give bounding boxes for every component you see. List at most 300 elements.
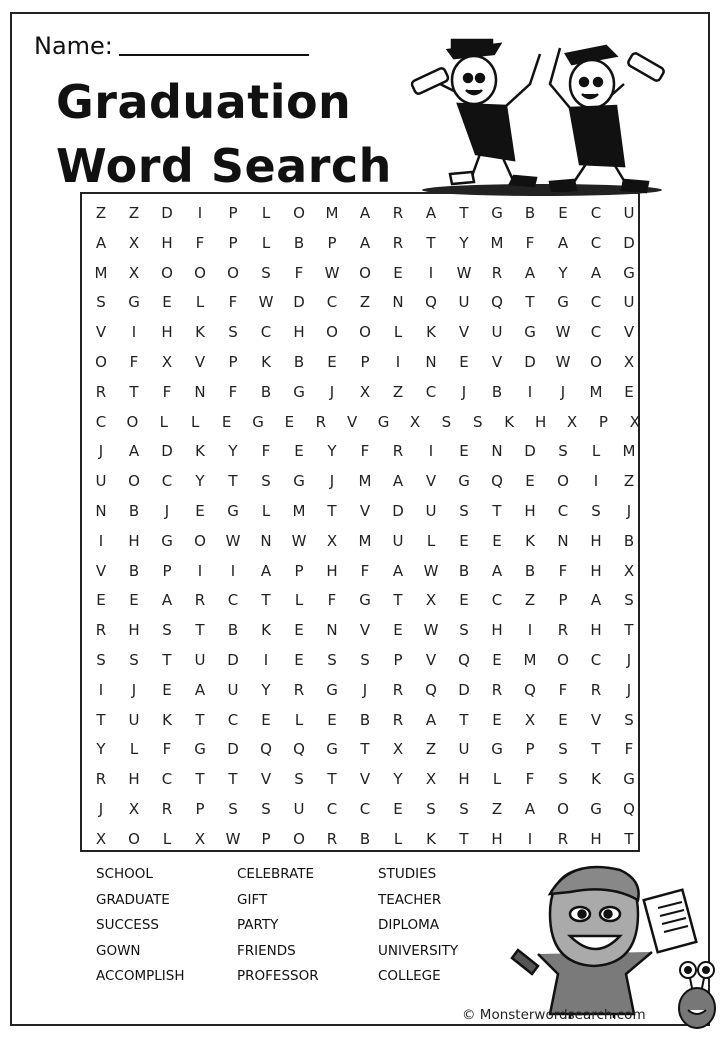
grid-letter: A (260, 561, 272, 580)
graduates-illustration (410, 24, 670, 200)
grid-letter: V (458, 323, 470, 342)
word-list-item: SUCCESS (96, 917, 159, 934)
grid-letter: X (425, 591, 437, 610)
grid-letter: Y (393, 770, 403, 789)
grid-letter: L (294, 591, 304, 610)
grid-letter: T (195, 621, 205, 640)
grid-row (82, 436, 638, 466)
grid-letter: T (459, 710, 469, 729)
word-list-item: DIPLOMA (378, 917, 440, 934)
grid-letter: B (491, 382, 503, 401)
grid-letter: U (95, 472, 107, 491)
grid-letter: T (195, 770, 205, 789)
grid-letter: H (590, 561, 602, 580)
grid-letter: H (293, 323, 305, 342)
grid-letter: Y (228, 442, 238, 461)
grid-letter: Q (293, 740, 305, 759)
grid-letter: O (557, 800, 569, 818)
grid-letter: P (360, 353, 370, 371)
grid-row (82, 496, 638, 526)
grid-letter: K (426, 829, 436, 848)
grid-letter: P (558, 591, 568, 610)
grid-letter: C (359, 800, 371, 818)
grid-letter: Y (327, 442, 337, 461)
word-list-item: ACCOMPLISH (96, 968, 185, 985)
grid-letter: S (591, 502, 601, 520)
grid-letter: U (392, 531, 404, 550)
grid-letter: X (128, 263, 140, 282)
grid-letter: F (558, 680, 568, 699)
grid-letter: W (423, 561, 439, 580)
grid-letter: E (393, 263, 403, 282)
grid-letter: E (284, 412, 295, 431)
grid-letter: P (294, 561, 304, 580)
grid-letter: P (525, 740, 535, 759)
grid-letter: L (492, 770, 502, 789)
grid-letter: H (161, 233, 173, 252)
grid-letter: P (598, 412, 608, 431)
word-list-item: FRIENDS (237, 942, 296, 959)
grid-letter: U (458, 740, 470, 759)
grid-letter: G (128, 293, 140, 312)
grid-letter: W (225, 531, 241, 550)
grid-letter: T (459, 204, 469, 222)
grid-letter: K (162, 710, 172, 729)
grid-letter: U (128, 710, 140, 729)
word-list-item: PARTY (237, 917, 279, 934)
worksheet-page (10, 12, 710, 1026)
grid-letter: J (626, 680, 632, 699)
grid-letter: Q (458, 651, 470, 669)
grid-letter: R (392, 680, 404, 699)
grid-letter: N (194, 382, 206, 401)
grid-letter: A (425, 710, 437, 729)
grid-letter: R (161, 800, 173, 818)
grid-letter: O (194, 263, 206, 282)
grid-letter: N (392, 293, 404, 312)
grid-letter: C (491, 591, 503, 610)
grid-letter: M (358, 472, 372, 491)
grid-letter: I (593, 472, 599, 491)
grid-letter: S (624, 710, 634, 729)
grid-letter: A (392, 472, 404, 491)
grid-letter: B (128, 561, 140, 580)
grid-letter: E (261, 710, 271, 729)
grid-letter: E (459, 531, 469, 550)
grid-letter: R (491, 263, 503, 282)
grid-letter: P (261, 829, 271, 848)
grid-letter: B (293, 233, 305, 252)
grid-letter: A (359, 233, 371, 252)
grid-letter: R (392, 204, 404, 222)
grid-letter: X (392, 740, 404, 759)
grid-letter: F (228, 293, 238, 312)
grid-letter: H (524, 502, 536, 520)
grid-letter: S (558, 442, 568, 461)
grid-letter: B (359, 710, 371, 729)
grid-letter: Z (425, 740, 437, 759)
grid-letter: J (560, 382, 566, 401)
grid-letter: L (159, 412, 168, 431)
grid-letter: O (128, 472, 140, 491)
name-label: Name: (34, 32, 113, 60)
grid-letter: C (227, 710, 239, 729)
grid-letter: D (227, 651, 239, 669)
grid-letter: C (326, 293, 338, 312)
grid-letter: G (161, 531, 173, 550)
grid-letter: E (195, 502, 205, 520)
grid-letter: R (557, 829, 569, 848)
grid-letter: A (590, 263, 602, 282)
grid-letter: L (261, 233, 271, 252)
grid-letter: H (128, 770, 140, 789)
grid-letter: A (557, 233, 569, 252)
grid-letter: S (228, 800, 238, 818)
grid-letter: S (558, 740, 568, 759)
grid-letter: C (161, 770, 173, 789)
grid-letter: G (252, 412, 264, 431)
grid-letter: S (261, 263, 271, 282)
grid-letter: W (225, 829, 241, 848)
grid-letter: J (98, 800, 104, 818)
grid-letter: S (441, 412, 452, 431)
grid-letter: O (359, 323, 371, 342)
grid-letter: V (425, 472, 437, 491)
grid-letter: X (128, 800, 140, 818)
grid-letter: I (131, 323, 137, 342)
grid-letter: E (96, 591, 106, 610)
grid-letter: C (425, 382, 437, 401)
grid-letter: E (393, 800, 403, 818)
grid-letter: E (525, 472, 535, 491)
grid-letter: S (459, 502, 469, 520)
grid-letter: Q (623, 800, 635, 818)
grid-letter: O (161, 263, 173, 282)
grid-letter: X (359, 382, 371, 401)
grid-letter: J (626, 502, 632, 520)
grid-letter: O (95, 353, 107, 371)
grid-letter: U (425, 502, 437, 520)
grid-letter: G (491, 204, 503, 222)
grid-letter: G (293, 382, 305, 401)
grid-letter: V (260, 770, 272, 789)
grid-letter: A (524, 263, 536, 282)
grid-letter: C (590, 233, 602, 252)
grid-row (82, 824, 638, 854)
grid-letter: B (260, 382, 272, 401)
grid-letter: J (329, 382, 335, 401)
grid-letter: V (359, 502, 371, 520)
grid-letter: B (128, 502, 140, 520)
grid-letter: I (263, 651, 269, 669)
grid-letter: V (95, 561, 107, 580)
grid-letter: S (473, 412, 483, 431)
word-list-item: GOWN (96, 942, 141, 959)
grid-letter: O (557, 651, 569, 669)
grid-letter: O (293, 829, 305, 848)
grid-letter: C (557, 502, 569, 520)
grid-letter: E (459, 353, 469, 371)
grid-row (82, 734, 638, 764)
grid-letter: J (329, 472, 335, 491)
grid-row (82, 615, 638, 645)
grid-letter: G (623, 770, 635, 789)
grid-letter: S (261, 800, 271, 818)
grid-letter: T (360, 740, 370, 759)
grid-letter: E (221, 412, 232, 431)
grid-letter: O (194, 531, 206, 550)
grid-letter: X (409, 412, 421, 431)
grid-letter: R (326, 829, 338, 848)
grid-letter: O (293, 204, 305, 222)
grid-letter: Q (425, 293, 437, 312)
grid-letter: C (326, 800, 338, 818)
grid-letter: D (524, 353, 536, 371)
grid-letter: S (426, 800, 436, 818)
grid-row (82, 287, 638, 317)
grid-row (82, 705, 638, 735)
grid-letter: V (95, 323, 107, 342)
grid-letter: L (162, 829, 172, 848)
grid-letter: G (623, 263, 635, 282)
grid-letter: D (161, 204, 173, 222)
grid-letter: T (129, 382, 139, 401)
word-list-item: UNIVERSITY (378, 942, 459, 959)
grid-letter: E (162, 680, 172, 699)
grid-letter: I (197, 204, 203, 222)
grid-letter: K (504, 412, 515, 431)
grid-letter: H (326, 561, 338, 580)
grid-letter: R (194, 591, 206, 610)
grid-letter: A (392, 561, 404, 580)
grid-letter: T (327, 770, 337, 789)
grid-letter: G (458, 472, 470, 491)
grid-letter: M (622, 442, 636, 461)
grid-letter: F (228, 382, 238, 401)
grid-letter: W (324, 263, 340, 282)
grid-letter: S (624, 591, 634, 610)
grid-letter: H (128, 531, 140, 550)
grid-letter: V (425, 651, 437, 669)
grid-letter: F (294, 263, 304, 282)
grid-letter: T (195, 710, 205, 729)
grid-letter: K (195, 323, 205, 342)
grid-row (82, 794, 638, 824)
grid-letter: E (129, 591, 139, 610)
grid-letter: G (227, 502, 239, 520)
grid-row (82, 377, 638, 407)
grid-letter: T (393, 591, 403, 610)
grid-letter: G (524, 323, 536, 342)
word-list-item: STUDIES (378, 866, 437, 882)
grid-letter: V (590, 710, 602, 729)
grid-letter: U (194, 651, 206, 669)
grid-letter: J (98, 442, 104, 461)
grid-letter: X (629, 412, 640, 431)
grid-letter: P (393, 651, 403, 669)
grid-letter: G (491, 740, 503, 759)
word-list-item: CELEBRATE (237, 866, 315, 882)
grid-letter: X (95, 829, 107, 848)
grid-letter: C (260, 323, 272, 342)
grid-letter: F (525, 233, 535, 252)
grid-letter: E (162, 293, 172, 312)
grid-letter: U (623, 204, 635, 222)
grid-letter: A (161, 591, 173, 610)
grid-letter: N (260, 531, 272, 550)
grid-letter: K (261, 621, 271, 640)
grid-letter: G (590, 800, 602, 818)
grid-letter: F (525, 770, 535, 789)
word-list-item: SCHOOL (96, 866, 153, 882)
grid-letter: S (96, 651, 106, 669)
grid-letter: B (524, 561, 536, 580)
grid-letter: D (623, 233, 635, 252)
grid-letter: C (95, 412, 107, 431)
grid-letter: Q (524, 680, 536, 699)
grid-row (82, 466, 638, 496)
grid-letter: W (291, 531, 307, 550)
grid-letter: E (327, 710, 337, 729)
grid-letter: I (527, 382, 533, 401)
grid-letter: Y (195, 472, 205, 491)
grid-letter: N (95, 502, 107, 520)
grid-letter: M (94, 263, 108, 282)
word-list-item: TEACHER (378, 891, 442, 908)
grid-letter: M (358, 531, 372, 550)
grid-letter: V (347, 412, 358, 431)
grid-letter: I (98, 531, 104, 550)
grid-letter: Z (392, 382, 404, 401)
grid-letter: R (95, 621, 107, 640)
grid-letter: R (590, 680, 602, 699)
grid-letter: E (393, 621, 403, 640)
grid-letter: F (195, 233, 205, 252)
grid-letter: C (590, 323, 602, 342)
grid-letter: C (161, 472, 173, 491)
title-line-2: Word Search (56, 139, 392, 193)
grid-letter: I (428, 263, 434, 282)
grid-letter: H (534, 412, 547, 431)
grid-letter: X (161, 353, 173, 371)
grid-letter: R (557, 621, 569, 640)
grid-letter: G (293, 472, 305, 491)
grid-letter: E (492, 710, 502, 729)
grid-letter: I (527, 829, 533, 848)
grid-letter: E (492, 651, 502, 669)
grid-row (82, 526, 638, 556)
grid-letter: P (228, 233, 238, 252)
grid-letter: F (162, 740, 172, 759)
grid-letter: S (459, 800, 469, 818)
grid-letter: F (162, 382, 172, 401)
grid-letter: B (293, 353, 305, 371)
title-line-1: Graduation (56, 75, 352, 129)
grid-letter: I (197, 561, 203, 580)
grid-letter: Y (96, 740, 106, 759)
grid-letter: M (523, 651, 537, 669)
page-title (56, 70, 392, 198)
grid-letter: S (261, 472, 271, 491)
grid-letter: I (527, 621, 533, 640)
grid-letter: S (96, 293, 106, 312)
grid-letter: X (326, 531, 338, 550)
grid-letter: T (492, 502, 502, 520)
grid-letter: G (377, 412, 390, 431)
name-line (119, 34, 309, 56)
letter-grid (80, 192, 640, 852)
grid-letter: L (191, 412, 200, 431)
grid-letter: G (326, 680, 338, 699)
grid-letter: E (624, 382, 634, 401)
grid-letter: Q (491, 472, 503, 491)
grid-letter: D (392, 502, 404, 520)
grid-letter: P (195, 800, 205, 818)
grid-letter: H (128, 621, 140, 640)
grid-letter: X (425, 770, 437, 789)
word-list-item: GIFT (237, 891, 268, 908)
grid-letter: O (590, 353, 602, 371)
grid-letter: U (458, 293, 470, 312)
grid-row (82, 258, 638, 288)
grid-letter: H (491, 829, 503, 848)
grid-letter: O (326, 323, 338, 342)
grid-letter: G (326, 740, 338, 759)
grid-letter: M (292, 502, 306, 520)
grid-letter: L (294, 710, 304, 729)
grid-row (82, 407, 638, 437)
grid-letter: E (492, 531, 502, 550)
grid-letter: B (458, 561, 470, 580)
grid-letter: Q (491, 293, 503, 312)
grid-letter: L (591, 442, 601, 461)
grid-letter: R (95, 382, 107, 401)
grid-letter: G (557, 293, 569, 312)
grid-letter: T (228, 472, 238, 491)
grid-letter: V (491, 353, 503, 371)
grid-letter: A (359, 204, 371, 222)
grid-letter: L (393, 829, 403, 848)
grid-letter: S (558, 770, 568, 789)
grid-letter: C (590, 204, 602, 222)
grid-letter: E (327, 353, 337, 371)
grid-letter: S (228, 323, 238, 342)
grid-letter: Z (623, 472, 635, 491)
grid-letter: X (623, 353, 635, 371)
grid-letter: R (392, 442, 404, 461)
grid-letter: N (326, 621, 338, 640)
grid-letter: J (131, 680, 137, 699)
grid-letter: K (426, 323, 436, 342)
grid-letter: E (459, 591, 469, 610)
grid-letter: D (524, 442, 536, 461)
grid-letter: G (194, 740, 206, 759)
grid-letter: Z (359, 293, 371, 312)
grid-letter: U (623, 293, 635, 312)
grid-letter: T (525, 293, 535, 312)
grid-letter: L (129, 740, 139, 759)
grid-letter: K (195, 442, 205, 461)
grid-letter: X (566, 412, 578, 431)
grid-letter: S (162, 621, 172, 640)
grid-letter: Z (491, 800, 503, 818)
grid-letter: K (591, 770, 601, 789)
grid-letter: U (293, 800, 305, 818)
grid-letter: E (294, 621, 304, 640)
grid-letter: D (227, 740, 239, 759)
grid-letter: T (162, 651, 172, 669)
grid-letter: V (359, 621, 371, 640)
